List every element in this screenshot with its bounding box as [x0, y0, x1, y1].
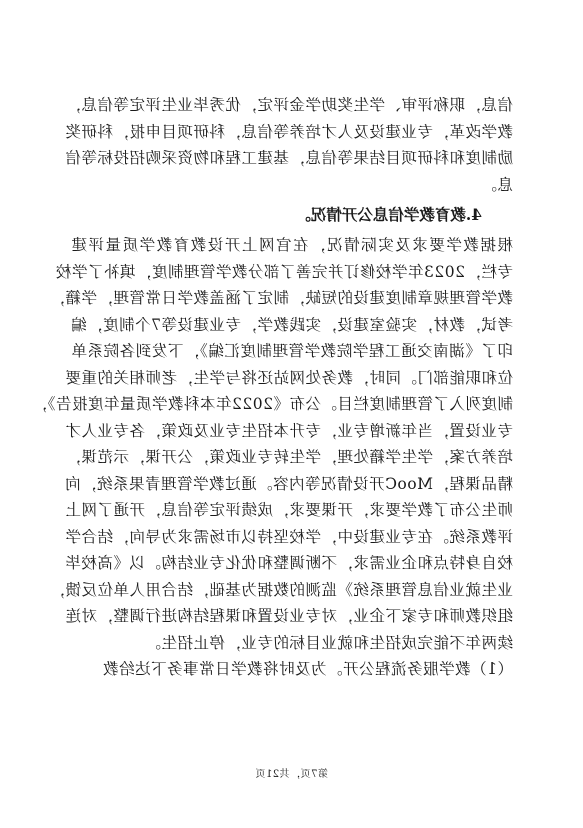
text-line: （1）教学服务流程公开。为及时将教学日常事务下达给教 — [102, 660, 513, 678]
page-footer: 第7页，共21页 — [254, 769, 329, 780]
text-line: 评教系统。在专业建设中，学校坚持以市场需求为导向，结合学 — [64, 527, 513, 546]
text-line: 校自身特点和企业需求，不断调整和优化专业结构。以《高校毕 — [64, 554, 513, 572]
text-line: 位和职能部门。同时，教务处网站还将与学生，老师相关的重要 — [64, 368, 513, 387]
text-line: 考试，教材，实验室建设，实践教学，专业建设等7个制度，编 — [70, 315, 513, 334]
text-line: 业生就业信息管理系统》监测的数据为基础，结合用人单位反馈， — [48, 580, 513, 599]
document-body — [31, 92, 513, 683]
intro-paragraph — [64, 92, 513, 198]
text-line: 教学改革，专业建设及人才培养等信息，科研项目申报，科研奖 — [64, 122, 513, 141]
section-paragraph — [31, 232, 513, 683]
text-line: 专业设置，当年新增专业，专升本招生专业及政策，各专业人才 — [64, 421, 513, 440]
text-line: 续两年不能完成招生和就业目标的专业，停止招生。 — [144, 633, 513, 652]
text-line: 师生公布了教学要求，开课要求，成绩评定等信息，开通了网上 — [64, 501, 513, 519]
text-line: 组织教师和专家下企业，对专业设置和课程结构进行调整，对连 — [64, 607, 513, 625]
text-line: 精品课程，MooC开设情况等内容。通过教学管理青果系统，向 — [64, 474, 513, 493]
text-line: 教学管理规章制度建设的短缺，制定了涵盖教学日常管理，学籍， — [48, 289, 513, 307]
text-line: 信息，职称评审、学生奖助学金评定，优秀毕业生评定等信息， — [64, 96, 513, 114]
section-heading: 4.教育教学信息公开情况。 — [295, 205, 482, 224]
text-line: 息。 — [480, 175, 513, 194]
text-line: 制度列入了管理制度栏目。公布《2022年本科教学质量年度报告》， — [31, 395, 513, 413]
text-line: 培养方案，学生学籍处理，学生转专业政策，公开课，示范课， — [64, 448, 513, 466]
text-line: 励制度和科研项目结果等信息，基建工程和物资采购招投标等信 — [64, 149, 513, 167]
text-line: 根据教学要求及实际情况，在官网上开设教育教学质量评建 — [71, 236, 513, 254]
text-line: 印了《湖南交通工程学院教学管理制度汇编》，下发到各院系单 — [71, 342, 513, 360]
text-line: 专栏，2023年学校修订并完善了部分教学管理制度，填补了学校 — [55, 262, 513, 281]
